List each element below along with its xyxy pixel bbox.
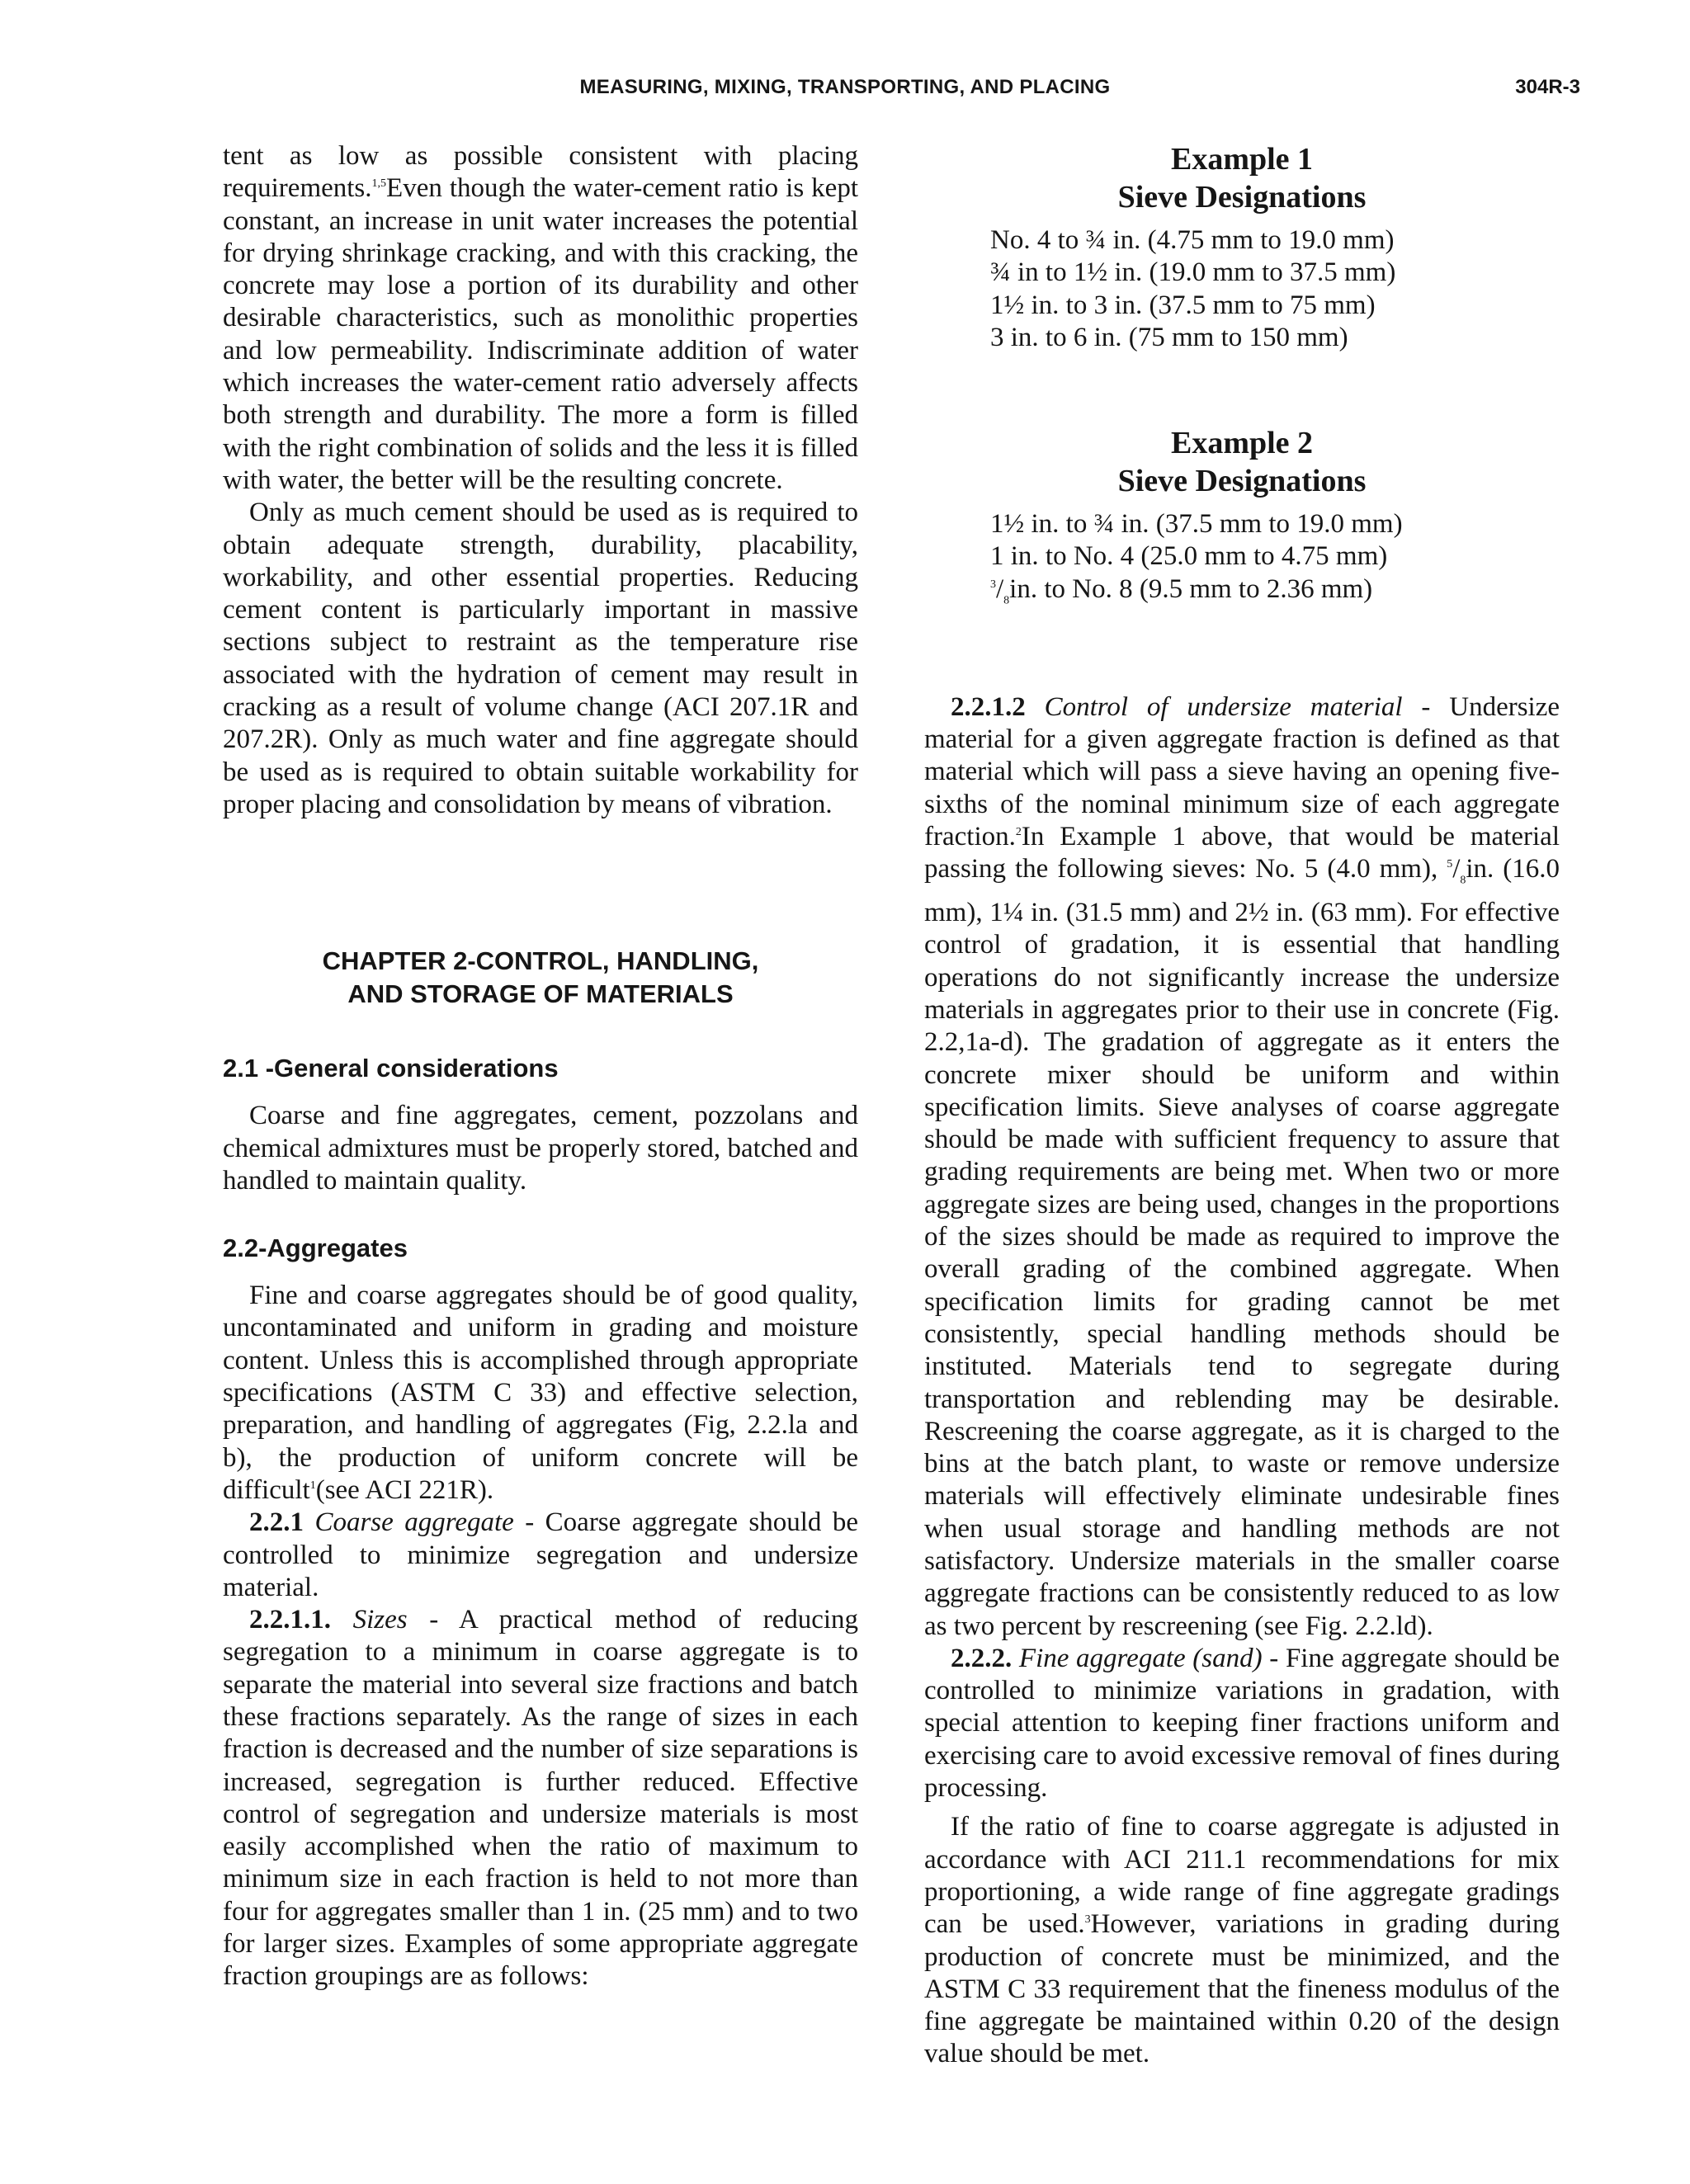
right-column (924, 140, 1560, 2071)
paragraph-fine-aggregate-ratio: If the ratio of fine to coarse aggregate is adjusted in accordance with ACI 211.1 recommendations for mix proportioning, a wide range of fine aggregate gradings can be used.$^3$However, variations in grading during production of concrete must be minimized, and the ASTM C 33 requirement that the fineness modulus of the fine aggregate be maintained within 0.20 of the design value should be met. (924, 1812, 1560, 2069)
paragraph-water-content: tent as low as possible consistent with placing requirements.$^{1,5}$Even though the water-cement ratio is kept constant, an increase in unit water increases the potential for drying shrinkage cracking, and with this cracking, the concrete may lose a portion of its durability and other desirable characteristics, such as monolithic properties and low permeability. Indiscriminate addition of water which increases the water-cement ratio adversely affects both strength and durability. The more a form is filled with the right combination of solids and the less it is filled with water, the better will be the resulting concrete. (223, 141, 858, 495)
section-2-2-1-2-text: 2.2.1.2 Control of undersize material - Undersize material for a given aggregate fraction is defined as that material which will pass a sieve having an opening five-sixths of the nominal minimum size of each aggregate fraction.$^2$In Example 1 above, that would be material passing the following sieves: No. 5 (4.0 mm), $^5/_8in$. (16.0 mm), 1¼ in. (31.5 mm) and 2½ in. (63 mm). For effective control of gradation, it is essential that handling operations do not significantly increase the undersize materials in aggregates prior to their use in concrete (Fig. 2.2,1a-d). The gradation of aggregate as it enters the concrete mixer should be uniform and within specification limits. Sieve analyses of coarse aggregate should be made with sufficient frequency to assure that grading requirements are being met. When two or more aggregate sizes are being used, changes in the proportions of the sizes should be made as required to improve the overall grading of the combined aggregate. When specification limits for grading cannot be met consistently, special handling methods should be instituted. Materials tend to segregate during transportation and reblending may be desirable. Rescreening the coarse aggregate, as it is charged to the bins at the batch plant, to waste or remove undersize materials will effectively eliminate undesirable fines when usual storage and handling methods are not satisfactory. Undersize materials in the smaller coarse aggregate fractions can be consistently reduced to as low as two percent by rescreening (see Fig. 2.2.ld). (924, 691, 1560, 1641)
section-2-2-2-text: 2.2.2. Fine aggregate (sand) - Fine aggregate should be controlled to minimize variations in gradation, with special attention to keeping finer fractions uniform and exercising care to avoid excessive removal of fines during processing. (924, 1643, 1560, 1804)
left-column (223, 140, 858, 1993)
reference-superscript: 3 (1084, 1913, 1091, 1927)
page-number: 304R-3 (1515, 76, 1580, 98)
list-item: No. 4 to ¾ in. (4.75 mm to 19.0 mm) (990, 225, 1395, 255)
reference-superscript: 2 (1015, 825, 1022, 838)
example-2-title: Example 2 Sieve Designations (1117, 426, 1367, 499)
example-1-list (990, 224, 1560, 354)
section-2-2-heading: 2.2-Aggregates (223, 1234, 408, 1263)
chapter-heading: CHAPTER 2-CONTROL, HANDLING, AND STORAGE OF MATERIALS (322, 946, 759, 1009)
list-item: 3 in. to 6 in. (75 mm to 150 mm) (990, 322, 1348, 352)
example-2-list (990, 508, 1560, 616)
list-item: $^3/_8in$. to No. 8 (9.5 mm to 2.36 mm) (990, 573, 1373, 607)
list-item: ¾ in to 1½ in. (19.0 mm to 37.5 mm) (990, 257, 1396, 288)
list-item: 1½ in. to 3 in. (37.5 mm to 75 mm) (990, 290, 1376, 320)
section-2-2-text: Fine and coarse aggregates should be of good quality, uncontaminated and uniform in grading and moisture content. Unless this is accomplished through appropriate specifications (ASTM C 33) and effective selection, preparation, and handling of aggregates (Fig, 2.2.la and b), the production of uniform concrete will be difficult$^1$(see ACI 221R). (223, 1281, 858, 1505)
section-2-2-1-text: 2.2.1 Coarse aggregate - Coarse aggregate should be controlled to minimize segregation and undersize material. (223, 1507, 858, 1602)
example-1-title: Example 1 Sieve Designations (1117, 142, 1367, 215)
reference-superscript: 1 (309, 1479, 316, 1492)
running-header-title: MEASURING, MIXING, TRANSPORTING, AND PLACING (579, 76, 1111, 98)
reference-superscript: 1,5 (371, 177, 387, 191)
list-item: 1½ in. to ¾ in. (37.5 mm to 19.0 mm) (990, 509, 1403, 540)
section-2-1-heading: 2.1 -General considerations (223, 1054, 559, 1083)
list-item: 1 in. to No. 4 (25.0 mm to 4.75 mm) (990, 541, 1388, 572)
paragraph-cement-content: Only as much cement should be used as is required to obtain adequate strength, durability, placability, workability, and other essential properties. Reducing cement content is particularly important in massive sections subject to restraint as the temperature rise associated with the hydration of cement may result in cracking as a result of volume change (ACI 207.1R and 207.2R). Only as much water and fine aggregate should be used as is required to obtain suitable workability for proper placing and consolidation by means of vibration. (223, 498, 858, 819)
section-2-2-1-1-text: 2.2.1.1. Sizes - A practical method of reducing segregation to a minimum in coarse aggregate is to separate the material into several size fractions and batch these fractions separately. As the range of sizes in each fraction is decreased and the number of size separations is increased, segregation is further reduced. Effective control of segregation and undersize materials is most easily accomplished when the ratio of maximum to minimum size in each fraction is held to not more than four for aggregates smaller than 1 in. (25 mm) and to two for larger sizes. Examples of some appropriate aggregate fraction groupings are as follows: (223, 1605, 859, 1992)
section-2-1-text: Coarse and fine aggregates, cement, pozzolans and chemical admixtures must be properly stored, batched and handled to maintain quality. (223, 1101, 858, 1196)
